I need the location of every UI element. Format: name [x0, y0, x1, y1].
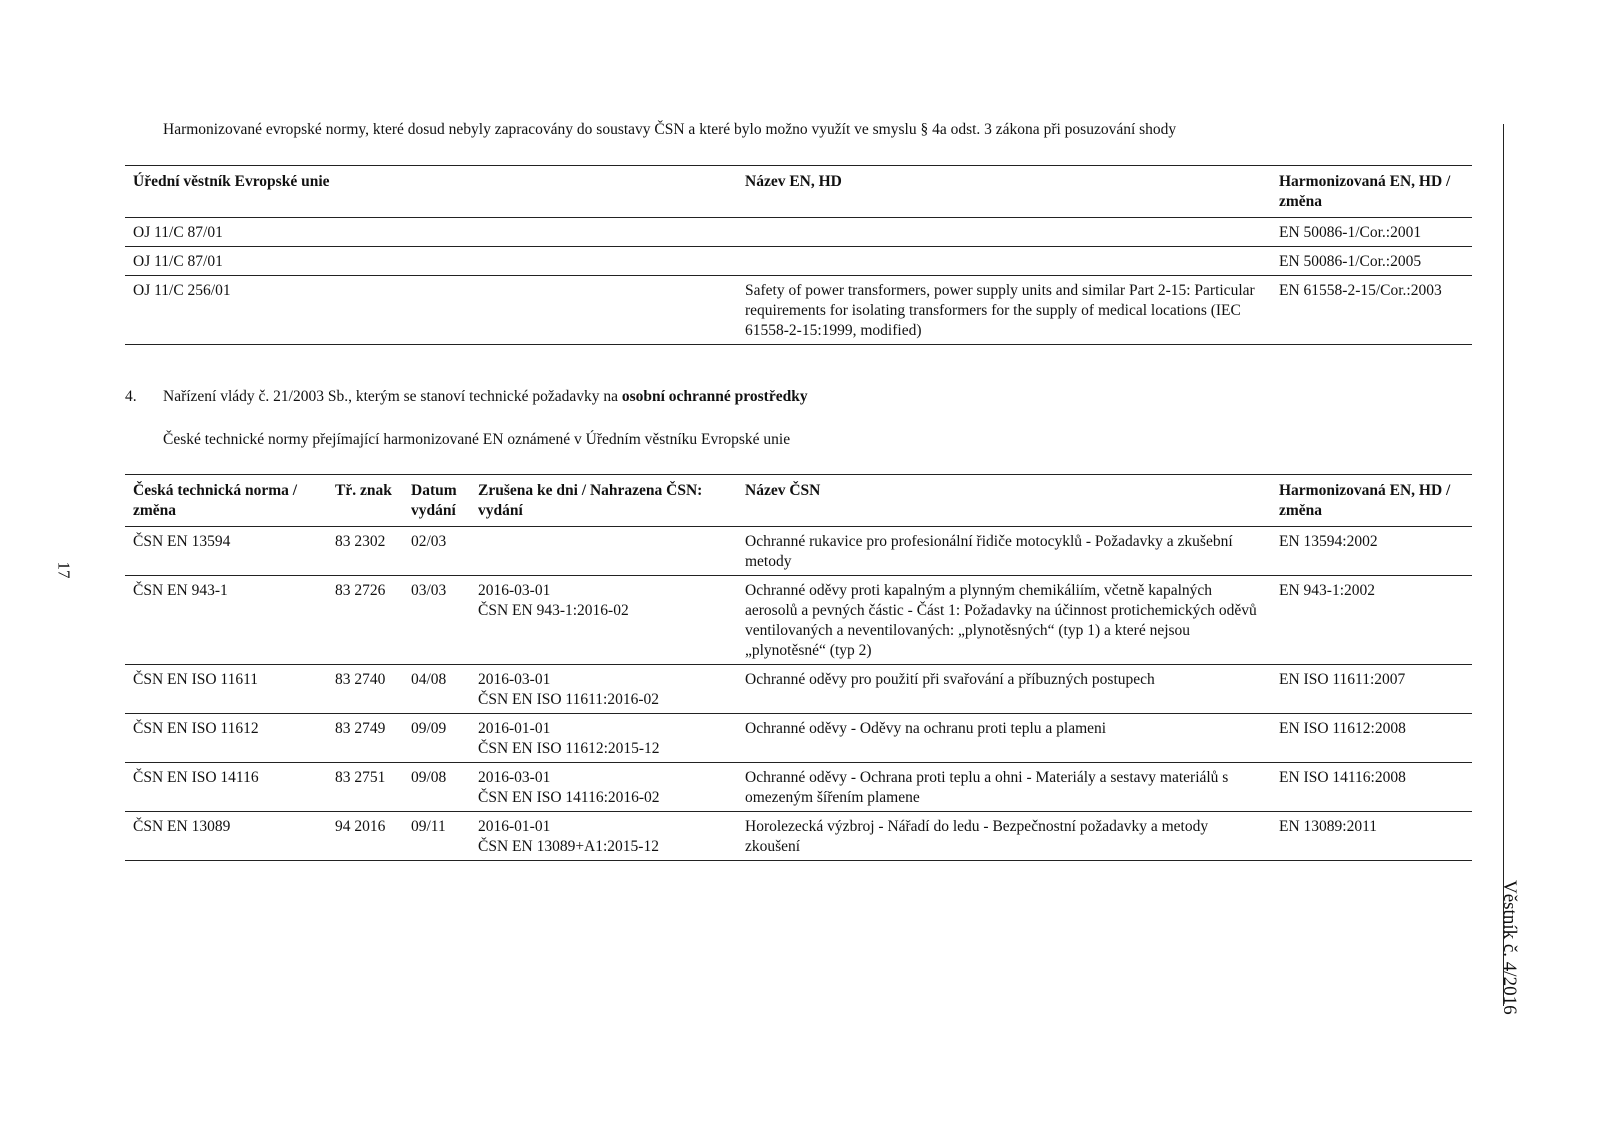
replaced-by: ČSN EN 13089+A1:2015-12 [478, 838, 659, 855]
col-header-harmonized: Harmonizovaná EN, HD / změna [1279, 482, 1451, 519]
table-row [125, 527, 1472, 576]
table-row [125, 247, 1472, 276]
issue-date: 09/11 [411, 818, 446, 835]
col-header-norm: Česká technická norma / změna [133, 482, 298, 519]
table-header [125, 475, 1472, 527]
standard-title: Ochranné oděvy pro použití při svařování a příbuzných postupech [745, 671, 1155, 688]
table-row [125, 218, 1472, 247]
class-code: 83 2749 [335, 720, 386, 737]
replaced-by: ČSN EN ISO 11611:2016-02 [478, 691, 659, 708]
section-text: Nařízení vlády č. 21/2003 Sb., kterým se stanoví technické požadavky na [163, 388, 622, 405]
standard-title: Ochranné oděvy - Ochrana proti teplu a ohni - Materiály a sestavy materiálů s omezeným šířením plamene [745, 769, 1229, 806]
replaced-by: ČSN EN 943-1:2016-02 [478, 602, 629, 619]
cancel-date: 2016-03-01 [478, 582, 551, 599]
table-row [125, 812, 1472, 861]
col-header-name: Název ČSN [745, 482, 821, 499]
col-header-code: Tř. znak [335, 482, 392, 499]
class-code: 83 2740 [335, 671, 386, 688]
table-row [125, 576, 1472, 665]
replaced-by: ČSN EN ISO 11612:2015-12 [478, 740, 660, 757]
class-code: 83 2751 [335, 769, 386, 786]
replaced-by: ČSN EN ISO 14116:2016-02 [478, 789, 660, 806]
harmonized-standard: EN 50086-1/Cor.:2005 [1279, 253, 1422, 270]
issue-date: 04/08 [411, 671, 447, 688]
class-code: 83 2302 [335, 533, 386, 550]
issue-date: 09/08 [411, 769, 447, 786]
table-row [125, 763, 1472, 812]
cancel-date: 2016-03-01 [478, 769, 551, 786]
norm-id: ČSN EN 13594 [133, 533, 231, 550]
section-number: 4. [125, 388, 137, 405]
cancel-date: 2016-03-01 [478, 671, 551, 688]
harmonized-standard: EN 61558-2-15/Cor.:2003 [1279, 282, 1442, 299]
cancellation-cell [470, 714, 737, 763]
standard-title: Ochranné rukavice pro profesionální řidiče motocyklů - Požadavky a zkušební metody [745, 533, 1233, 570]
issue-date: 09/09 [411, 720, 447, 737]
cancellation-cell [470, 812, 737, 861]
journal-ref: OJ 11/C 87/01 [133, 224, 223, 241]
section-bold-text: osobní ochranné prostředky [621, 388, 808, 405]
standard-title: Ochranné oděvy proti kapalným a plynným chemikáliím, včetně kapalných aerosolů a pevných částic - Část 1: Požadavky na účinnost protichemických oděvů ventilovaných a neventilovaných: „plynotěsných“ (typ 1) a které nejsou „plynotěsné“ (typ 2) [745, 582, 1257, 659]
issue-date: 03/03 [411, 582, 447, 599]
harmonized-standard: EN ISO 11612:2008 [1279, 720, 1406, 737]
norm-id: ČSN EN ISO 14116 [133, 769, 259, 786]
journal-issue: Věstník č. 4/2016 [1499, 880, 1520, 1015]
col-header-cancelled: Zrušena ke dni / Nahrazena ČSN: vydání [478, 482, 703, 519]
issue-date: 02/03 [411, 533, 447, 550]
harmonized-standard: EN 943-1:2002 [1279, 582, 1376, 599]
journal-ref: OJ 11/C 256/01 [133, 282, 231, 299]
harmonized-standard: EN ISO 14116:2008 [1279, 769, 1406, 786]
eu-journal-table [125, 165, 1472, 345]
harmonized-standard: EN ISO 11611:2007 [1279, 671, 1406, 688]
harmonized-standard: EN 13089:2011 [1279, 818, 1378, 835]
norm-id: ČSN EN 13089 [133, 818, 231, 835]
journal-ref: OJ 11/C 87/01 [133, 253, 223, 270]
norm-id: ČSN EN ISO 11611 [133, 671, 259, 688]
standard-title: Ochranné oděvy - Oděvy na ochranu proti teplu a plameni [745, 720, 1107, 737]
margin-rule [1503, 124, 1504, 1006]
class-code: 94 2016 [335, 818, 386, 835]
page-number: 17 [54, 561, 74, 579]
cancellation-cell [470, 665, 737, 714]
col-header-name: Název EN, HD [745, 173, 842, 190]
czech-norms-table [125, 474, 1472, 861]
section-subtitle: České technické normy přejímající harmonizované EN oznámené v Úředním věstníku Evropské unie [163, 431, 791, 448]
harmonized-standard: EN 50086-1/Cor.:2001 [1279, 224, 1422, 241]
table-row [125, 714, 1472, 763]
cancel-date: 2016-01-01 [478, 818, 551, 835]
standard-title [737, 247, 1271, 276]
standard-title [737, 218, 1271, 247]
norm-id: ČSN EN ISO 11612 [133, 720, 259, 737]
section-heading [125, 387, 808, 407]
standard-title: Horolezecká výzbroj - Nářadí do ledu - Bezpečnostní požadavky a metody zkoušení [745, 818, 1209, 855]
table-header [125, 166, 1472, 218]
harmonized-standard: EN 13594:2002 [1279, 533, 1378, 550]
standard-title: Safety of power transformers, power supply units and similar Part 2-15: Particular requirements for isolating transformers for the supply of medical locations (IEC 61558-2-15:1999, modified) [745, 282, 1255, 339]
intro-text: Harmonizované evropské normy, které dosud nebyly zapracovány do soustavy ČSN a které bylo možno využít ve smyslu § 4a odst. 3 zákona při posuzování shody [163, 121, 1177, 138]
cancellation-cell [470, 576, 737, 665]
class-code: 83 2726 [335, 582, 386, 599]
norm-id: ČSN EN 943-1 [133, 582, 228, 599]
cancellation-cell [470, 763, 737, 812]
table-row [125, 276, 1472, 345]
col-header-date: Datum vydání [411, 482, 457, 519]
cancellation-cell [470, 527, 737, 576]
cancel-date: 2016-01-01 [478, 720, 551, 737]
table-row [125, 665, 1472, 714]
col-header-harmonized: Harmonizovaná EN, HD / změna [1279, 173, 1451, 210]
col-header-journal: Úřední věstník Evropské unie [133, 173, 330, 190]
